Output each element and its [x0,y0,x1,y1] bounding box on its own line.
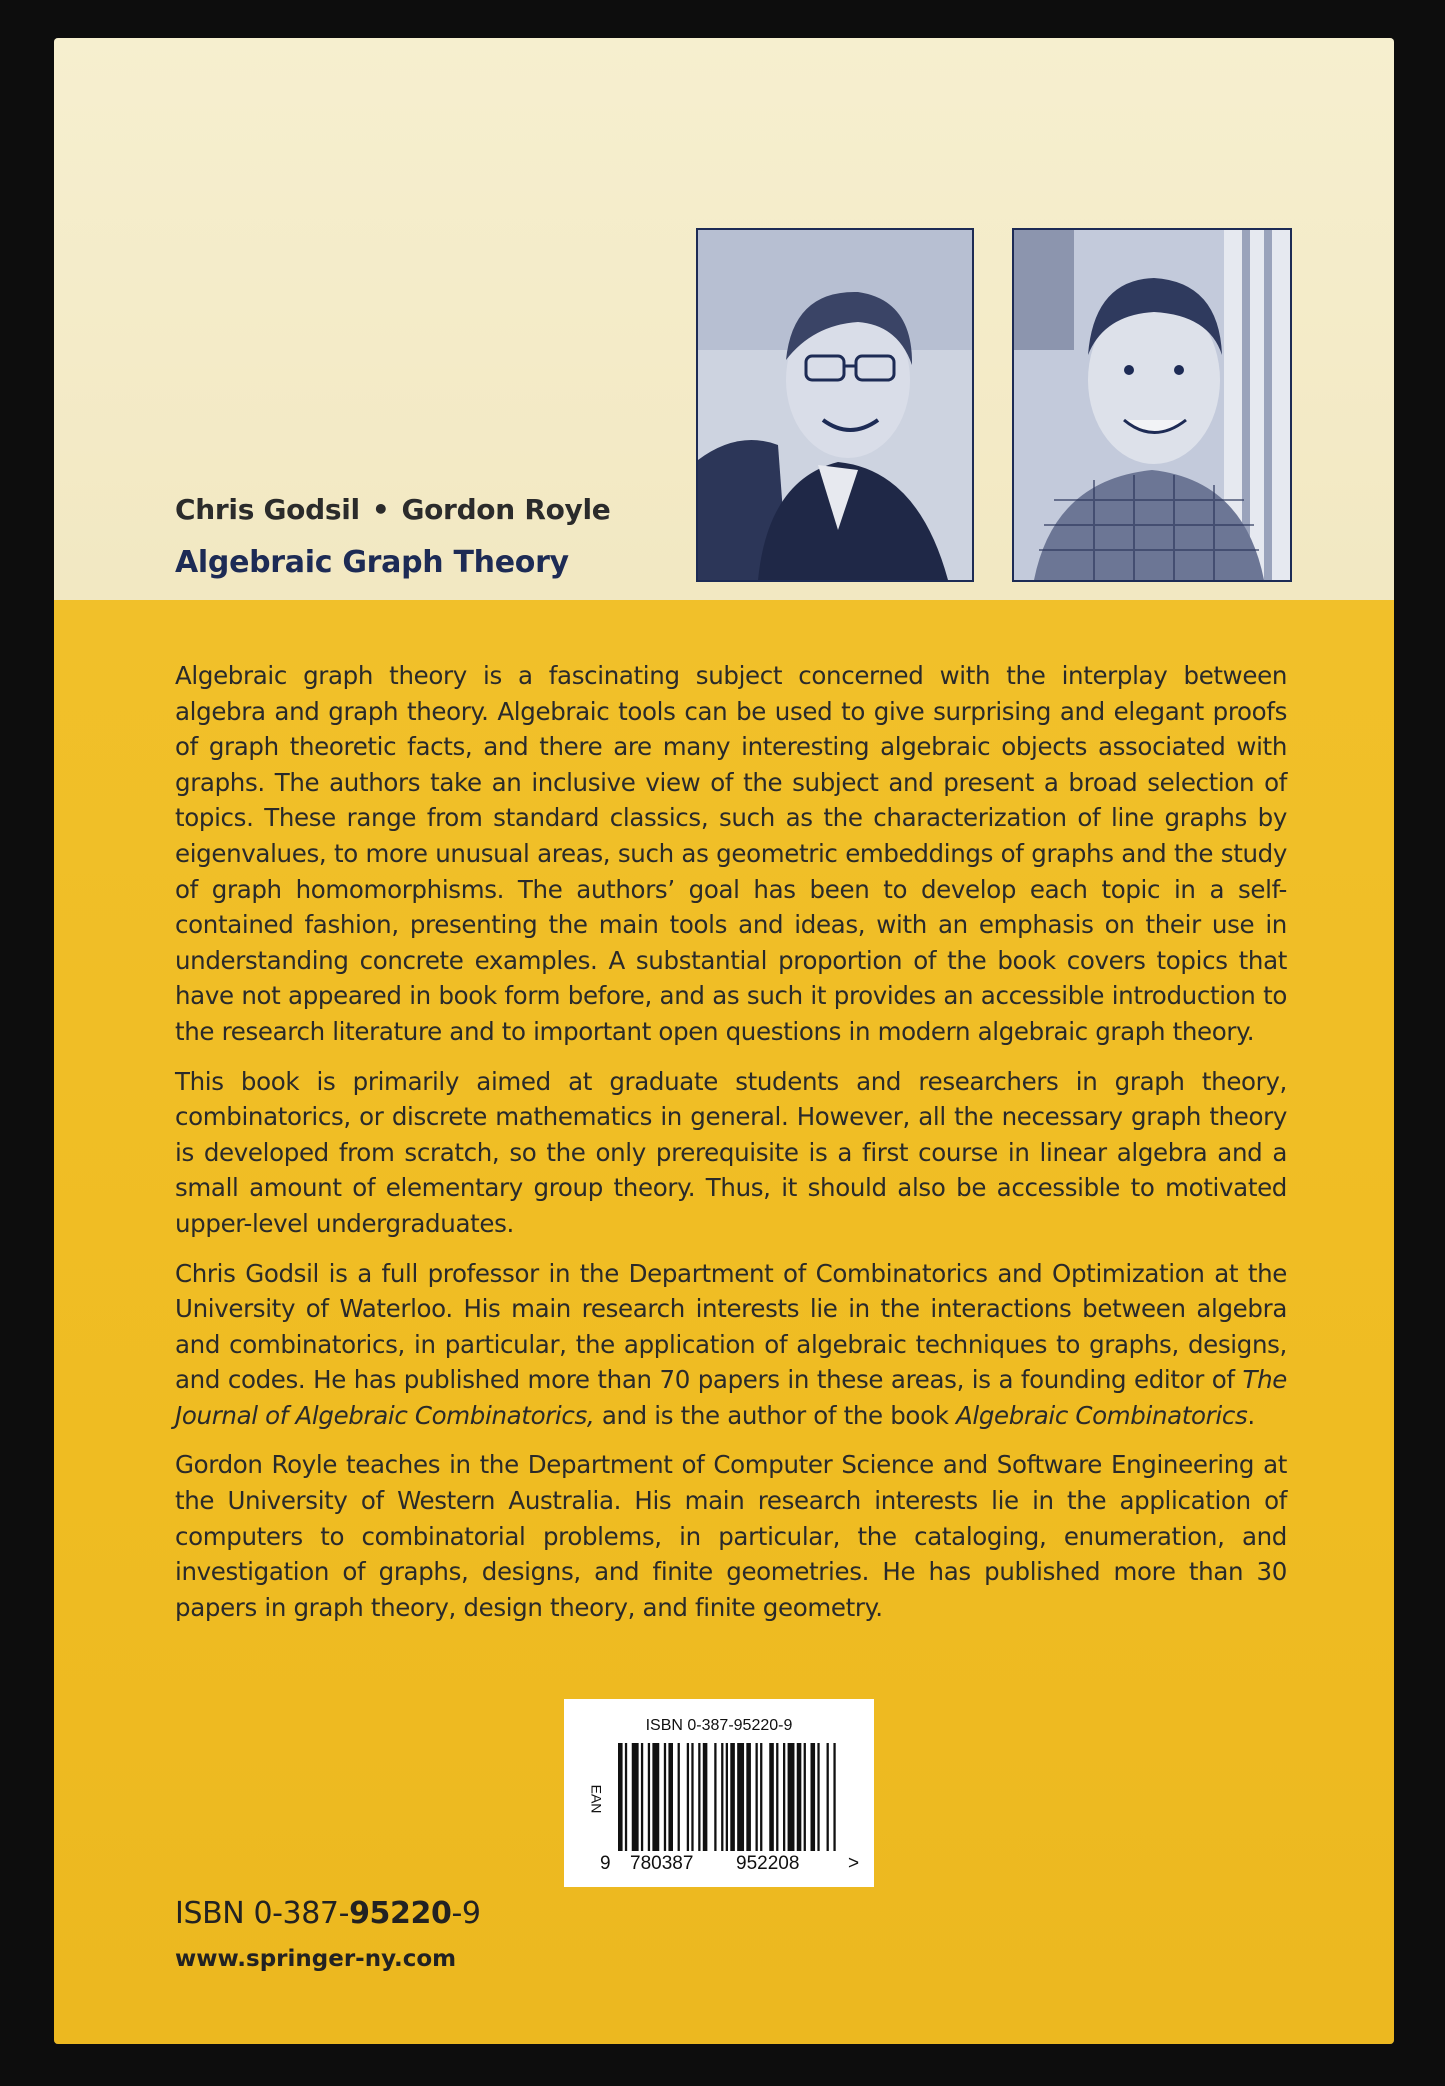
barcode-digit-lead: 9 [600,1853,611,1874]
isbn-bold-part: 95220 [349,1896,452,1931]
portrait-royle-image [1014,230,1290,580]
barcode-bar-13 [714,1743,716,1851]
barcode-bar-15 [726,1743,728,1851]
blurb-paragraph-audience: This book is primarily aimed at graduate students and researchers in graph theory, combinatorics, or discrete mathematics in general. However, all the necessary graph theory is developed from scratch, so the only prerequisite is a first course in linear algebra and a small amount of elementary group theory. Thus, it should also be accessible to motivated upper-level undergraduates. [175,1066,1287,1238]
barcode-label [564,1699,874,1887]
barcode-bar-17 [737,1743,744,1851]
barcode-bar-20 [760,1743,762,1851]
ean-label: EAN [588,1784,605,1814]
barcode-bar-9 [687,1743,689,1851]
barcode-bar-24 [788,1743,795,1851]
barcode-bar-25 [797,1743,802,1851]
author-photo-royle [1012,228,1292,582]
barcode-bar-5 [652,1743,659,1851]
barcode-bar-21 [769,1743,774,1851]
barcode-bar-10 [691,1743,693,1851]
journal-title: The Journal of Algebraic Combinatorics, [175,1365,1287,1430]
barcode-bars [618,1743,838,1851]
barcode-bar-28 [817,1743,819,1851]
author-names [175,493,610,526]
portrait-godsil-image [698,230,972,580]
barcode-bar-4 [648,1743,650,1851]
barcode-bar-3 [641,1743,643,1851]
blurb-paragraph-godsil-bio [175,1256,1287,1434]
barcode-digits-left: 780387 [630,1853,694,1874]
barcode-bar-30 [833,1743,835,1851]
barcode-bar-7 [668,1743,673,1851]
book-reference-title: Algebraic Combinatorics [955,1400,1248,1430]
isbn-number [175,1896,481,1931]
author-godsil: Chris Godsil [175,493,360,526]
barcode-bar-11 [698,1743,700,1851]
barcode-bar-6 [664,1743,666,1851]
book-back-cover [54,38,1394,2044]
barcode-bar-0 [618,1743,623,1851]
barcode-bar-22 [776,1743,778,1851]
godsil-bio-text-2: and is the author of the book [594,1400,956,1430]
barcode-bar-14 [721,1743,723,1851]
barcode-bar-23 [783,1743,785,1851]
author-separator: • [371,493,390,526]
barcode-bar-19 [756,1743,758,1851]
godsil-bio-text: Chris Godsil is a full professor in the Department of Combinatorics and Optimization at the University of Waterloo. His main research interests lie in the interactions between algebra and combinatorics, in particular, the application of algebraic techniques to graphs, designs, and codes. He has published more than 70 papers in these areas, is a founding editor of [175,1258,1287,1395]
author-royle: Gordon Royle [401,493,611,526]
blurb-paragraph-intro: Algebraic graph theory is a fascinating subject concerned with the interplay between algebra and graph theory. Algebraic tools can be used to give surprising and elegant proofs of graph theoretic facts, and there are many interesting algebraic objects associated with graphs. The authors take an inclusive view of the subject and present a broad selection of topics. These range from standard classics, such as the characterization of line graphs by eigenvalues, to more unusual areas, such as geometric embeddings of graphs and the study of graph homomorphisms. The authors’ goal has been to develop each topic in a self-contained fashion, presenting the main tools and ideas, with an emphasis on their use in understanding concrete examples. A substantial proportion of the book covers topics that have not appeared in book form before, and as such it provides an accessible introduction to the research literature and to important open questions in modern algebraic graph theory. [175,661,1287,1046]
barcode-bar-12 [703,1743,708,1851]
barcode-bar-18 [746,1743,751,1851]
blurb-paragraph-royle-bio: Gordon Royle teaches in the Department of Computer Science and Software Engineering at the University of Western Australia. His main research interests lie in the application of computers to combinatorial problems, in particular, the cataloging, enumeration, and investigation of graphs, designs, and finite geometries. He has published more than 30 papers in graph theory, design theory, and finite geometry. [175,1450,1287,1622]
barcode-bar-27 [811,1743,816,1851]
barcode-bar-26 [804,1743,806,1851]
barcode-end-mark: > [848,1853,860,1874]
book-title: Algebraic Graph Theory [175,545,569,580]
barcode-digits-right: 952208 [736,1853,800,1874]
isbn-prefix: ISBN 0-387- [175,1896,350,1931]
blurb-text [175,658,1287,1639]
barcode-bar-29 [827,1743,829,1851]
barcode-isbn-text: ISBN 0-387-95220-9 [645,1717,793,1734]
isbn-suffix: -9 [451,1896,481,1931]
barcode-bar-1 [625,1743,627,1851]
barcode-bar-2 [632,1743,639,1851]
barcode-bar-16 [730,1743,735,1851]
author-photo-godsil [696,228,974,582]
godsil-bio-end: . [1247,1400,1255,1430]
publisher-website: www.springer-ny.com [175,1946,457,1972]
barcode-bar-8 [678,1743,680,1851]
